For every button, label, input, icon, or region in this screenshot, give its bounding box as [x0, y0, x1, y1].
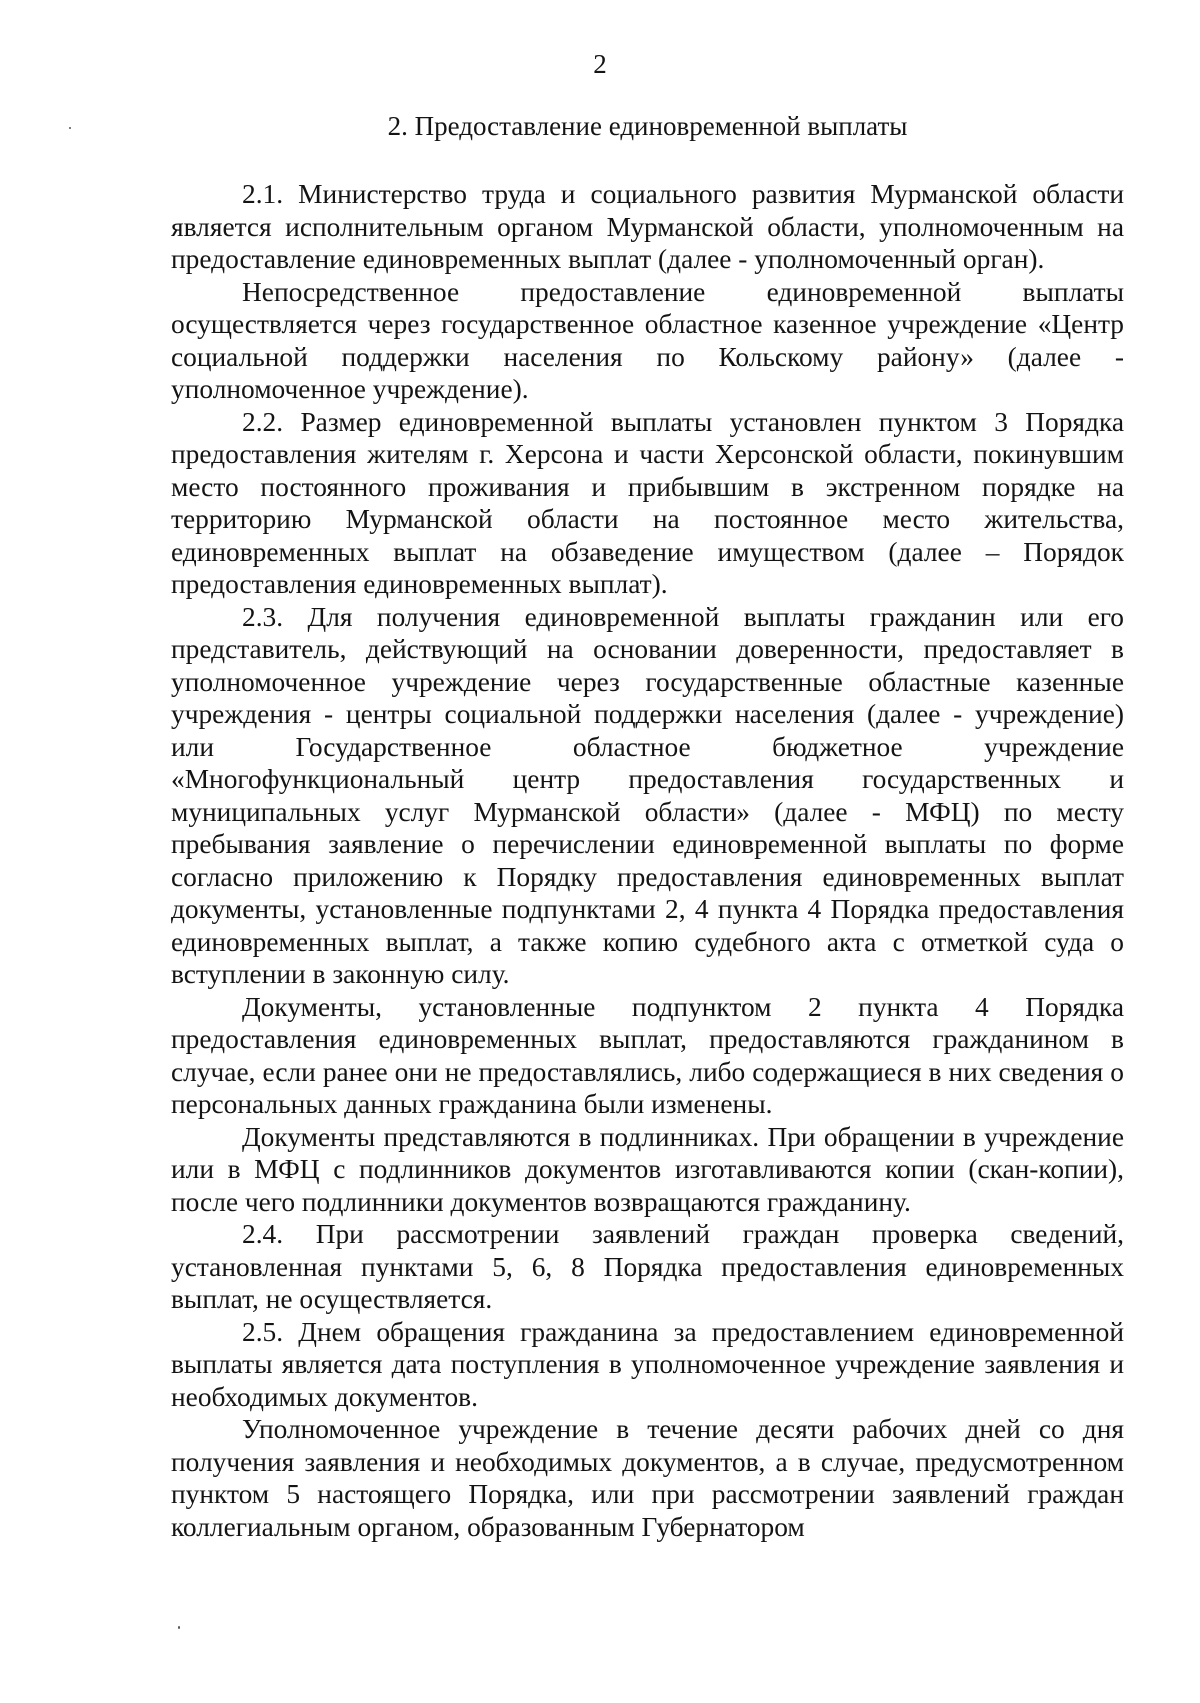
section-heading: 2. Предоставление единовременной выплаты [387, 111, 908, 141]
paragraph-2-4: 2.4. При рассмотрении заявлений граждан проверка сведений, установленная пунктами 5, 6, 8 Порядка предоставления единовременных выплат, не осуществляется. [171, 1219, 1124, 1314]
document-body [171, 178, 1124, 1543]
paragraph-2-1: 2.1. Министерство труда и социального развития Мурманской области является исполнительным органом Мурманской области, уполномоченным на предоставление единовременных выплат (далее - уполномоченный орган). [171, 179, 1124, 274]
paragraph-direct-provision: Непосредственное предоставление единовременной выплаты осуществляется через государственное областное казенное учреждение «Центр социальной поддержки населения по Кольскому району» (далее - уполномоченное учреждение). [171, 276, 1124, 404]
page-number: 2 [593, 49, 607, 79]
scan-speck [178, 1626, 180, 1629]
paragraph-2-3: 2.3. Для получения единовременной выплаты гражданин или его представитель, действующий на основании доверенности, предоставляет в уполномоченное учреждение через государственные областные казенные учреждения - центры социальной поддержки населения (далее - учреждение) или Государственное областное бюджетное учреждение «Многофункциональный центр предоставления государственных и муниципальных услуг Мурманской области» (далее - МФЦ) по месту пребывания заявление о перечислении единовременной выплаты по форме согласно приложению к Порядку предоставления единовременных выплат документы, установленные подпунктами 2, 4 пункта 4 Порядка предоставления единовременных выплат, а также копию судебного акта с отметкой суда о вступлении в законную силу. [171, 601, 1124, 989]
paragraph-documents-subitem: Документы, установленные подпунктом 2 пункта 4 Порядка предоставления единовременных выплат, предоставляются гражданином в случае, если ранее они не предоставлялись, либо содержащиеся в них сведения о персональных данных гражданина были изменены. [171, 991, 1124, 1119]
paragraph-2-2: 2.2. Размер единовременной выплаты установлен пунктом 3 Порядка предоставления жителям г. Херсона и части Херсонской области, покинувшим место постоянного проживания и прибывшим в экстренном порядке на территорию Мурманской области на постоянное место жительства, единовременных выплат на обзаведение имуществом (далее – Порядок предоставления единовременных выплат). [171, 406, 1124, 599]
paragraph-authorized-institution: Уполномоченное учреждение в течение десяти рабочих дней со дня получения заявления и необходимых документов, а в случае, предусмотренном пунктом 5 настоящего Порядка, или при рассмотрении заявлений граждан коллегиальным органом, образованным Губернатором [171, 1414, 1124, 1542]
scan-speck [69, 127, 71, 129]
paragraph-documents-originals: Документы представляются в подлинниках. При обращении в учреждение или в МФЦ с подлинников документов изготавливаются копии (скан-копии), после чего подлинники документов возвращаются гражданину. [171, 1121, 1124, 1217]
paragraph-2-5: 2.5. Днем обращения гражданина за предоставлением единовременной выплаты является дата поступления в уполномоченное учреждение заявления и необходимых документов. [171, 1316, 1124, 1412]
